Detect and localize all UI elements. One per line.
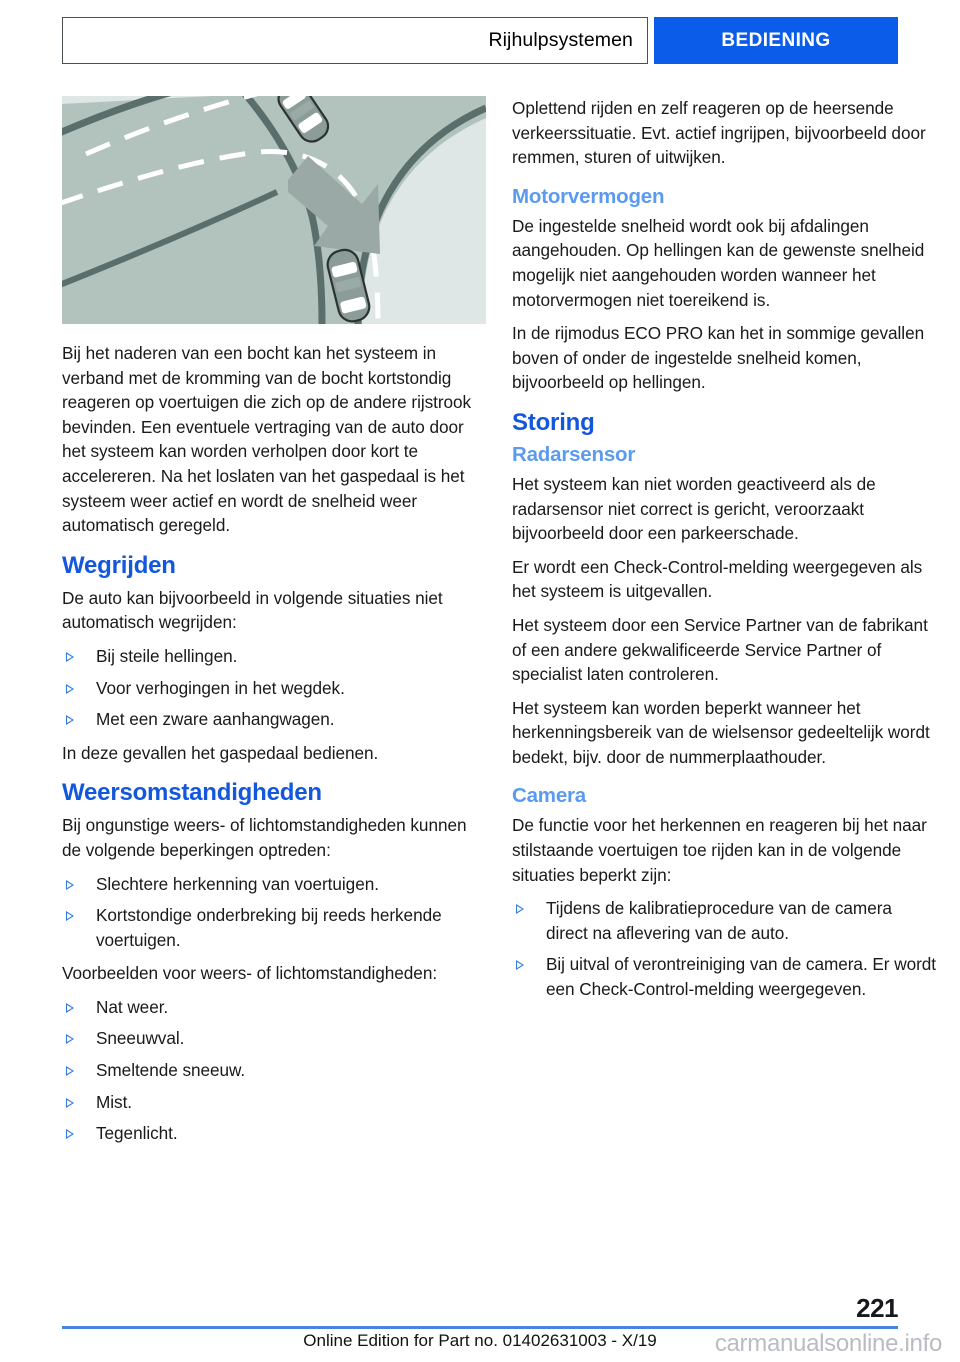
header-section-box (654, 17, 898, 64)
camera-intro: De functie voor het herkennen en reageren bij het naar stilstaande voertuigen toe rijden kan in de volgende situaties beperkt zijn: (512, 815, 927, 885)
list-item-label: Voor verhogingen in het wegdek. (96, 677, 345, 698)
triangle-bullet-icon (66, 1003, 74, 1013)
list-item (62, 644, 486, 669)
camera-bullet-list (512, 896, 936, 1001)
radarsensor-paragraph-3: Het systeem door een Service Partner van de fabrikant of een andere gekwalificeerde Service Partner of specialist laten controleren. (512, 614, 928, 685)
heading-storing: Storing (512, 408, 595, 436)
triangle-bullet-icon (66, 715, 74, 725)
list-item-label: Kortstondige onderbreking bij reeds herkende voertuigen. (96, 905, 442, 950)
triangle-bullet-icon (66, 1129, 74, 1139)
edition-label: Online Edition for Part no. 01402631003 - X/19 (303, 1331, 657, 1350)
header-chapter-title: Rijhulpsystemen (488, 29, 633, 51)
triangle-bullet-icon (66, 1098, 74, 1108)
intro-paragraph: Bij het naderen van een bocht kan het systeem in verband met de kromming van de bocht kortstondig reageren op voertuigen die zich op de andere rijstrook bevinden. Een eventuele vertraging van de auto door het systeem kan worden verholpen door kort te accelereren. Na het loslaten van het gaspedaal is het systeem weer actief en wordt de snelheid weer automatisch geregeld. (62, 343, 472, 536)
triangle-bullet-icon (66, 1034, 74, 1044)
list-item (62, 676, 486, 701)
list-item (62, 1121, 486, 1146)
list-item (62, 903, 486, 952)
illustration-svg (62, 96, 486, 324)
weersomstandigheden-examples-list (62, 995, 486, 1146)
motorvermogen-paragraph-2: In de rijmodus ECO PRO kan het in sommige gevallen boven of onder de ingestelde snelheid komen, bijvoorbeeld op hellingen. (512, 323, 925, 393)
left-column (62, 96, 486, 1155)
page-header (62, 17, 898, 64)
curve-lane-vehicles-illustration (62, 96, 486, 324)
header-section-title: BEDIENING (721, 29, 831, 51)
watermark-text: carmanualsonline.info (714, 1330, 942, 1357)
list-item (62, 1058, 486, 1083)
wegrijden-bullet-list (62, 644, 486, 732)
page-number: 221 (856, 1293, 898, 1323)
list-item-label: Met een zware aanhangwagen. (96, 709, 335, 730)
heading-radarsensor: Radarsensor (512, 442, 636, 466)
wegrijden-intro: De auto kan bijvoorbeeld in volgende situaties niet automatisch wegrijden: (62, 587, 443, 633)
heading-motorvermogen: Motorvermogen (512, 184, 665, 208)
list-item-label: Tijdens de kalibratieprocedure van de camera direct na aflevering van de auto. (546, 898, 892, 943)
weersomstandigheden-examples-intro: Voorbeelden voor weers- of lichtomstandigheden: (62, 963, 438, 984)
triangle-bullet-icon (66, 684, 74, 694)
radarsensor-paragraph-1: Het systeem kan niet worden geactiveerd als de radarsensor niet correct is gericht, veroorzaakt bijvoorbeeld door een parkeerschade. (512, 473, 876, 544)
list-item-label: Tegenlicht. (96, 1123, 178, 1144)
triangle-bullet-icon (516, 960, 524, 970)
list-item-label: Smeltende sneeuw. (96, 1060, 246, 1081)
list-item (62, 872, 486, 897)
list-item (62, 707, 486, 732)
list-item (512, 952, 936, 1001)
heading-wegrijden: Wegrijden (62, 551, 176, 579)
list-item (62, 995, 486, 1020)
heading-weersomstandigheden: Weersomstandigheden (62, 779, 322, 807)
heading-camera: Camera (512, 784, 587, 808)
list-item-label: Sneeuwval. (96, 1028, 185, 1049)
radarsensor-paragraph-2: Er wordt een Check-Control-melding weergegeven als het systeem is uitgevallen. (512, 556, 923, 602)
list-item-label: Slechtere herkenning van voertuigen. (96, 873, 379, 894)
wegrijden-outro: In deze gevallen het gaspedaal bedienen. (62, 742, 379, 763)
list-item (62, 1026, 486, 1051)
list-item (62, 1090, 486, 1115)
weersomstandigheden-bullet-list (62, 872, 486, 953)
triangle-bullet-icon (66, 652, 74, 662)
right-column (512, 96, 936, 1011)
triangle-bullet-icon (516, 904, 524, 914)
footer-divider (62, 1326, 898, 1329)
list-item-label: Nat weer. (96, 996, 169, 1017)
triangle-bullet-icon (66, 911, 74, 921)
triangle-bullet-icon (66, 880, 74, 890)
right-top-paragraph: Oplettend rijden en zelf reageren op de heersende verkeerssituatie. Evt. actief ingrijpen, bijvoorbeeld door remmen, sturen of uitwijken. (512, 98, 926, 168)
list-item (512, 896, 936, 945)
weersomstandigheden-intro: Bij ongunstige weers- of lichtomstandigheden kunnen de volgende beperkingen optreden: (62, 815, 467, 860)
list-item-label: Bij uitval of verontreiniging van de camera. Er wordt een Check-Control-melding weergegeven. (546, 954, 936, 1000)
radarsensor-paragraph-4: Het systeem kan worden beperkt wanneer het herkenningsbereik van de wielsensor gedeeltelijk wordt bedekt, bijv. door de nummerplaathouder. (512, 697, 930, 767)
header-chapter-box (62, 17, 648, 64)
triangle-bullet-icon (66, 1066, 74, 1076)
motorvermogen-paragraph-1: De ingestelde snelheid wordt ook bij afdalingen aangehouden. Op hellingen kan de gewenste snelheid mogelijk niet aangehouden worden wanneer het motorvermogen niet toereikend is. (512, 215, 925, 310)
list-item-label: Bij steile hellingen. (96, 645, 238, 666)
list-item-label: Mist. (96, 1091, 133, 1112)
